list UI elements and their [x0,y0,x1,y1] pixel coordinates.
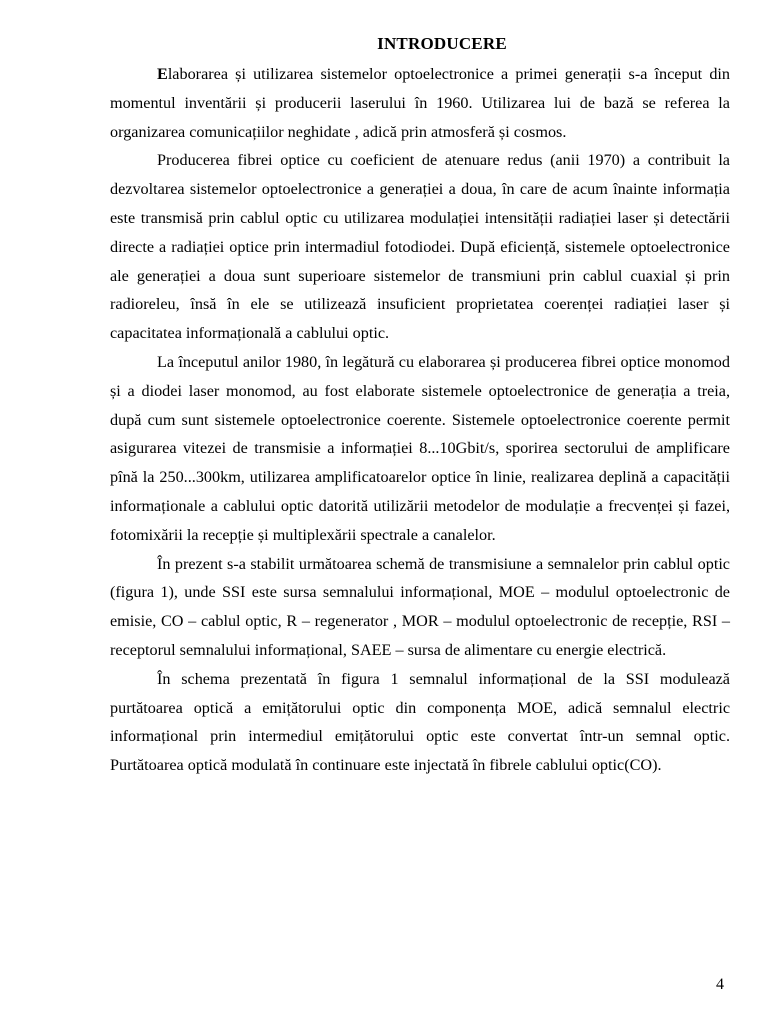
paragraph-1: Elaborarea și utilizarea sistemelor optoelectronice a primei generații s-a început din momentul inventării și producerii laserului în 1960. Utilizarea lui de bază se referea la organizarea comunicațiilor neghidate , adică prin atmosferă și cosmos. [110,65,730,141]
page-number: 4 [716,976,724,993]
document-body [110,60,730,780]
document-title: INTRODUCERE [377,34,507,53]
paragraph-5: În schema prezentată în figura 1 semnalul informațional de la SSI modulează purtătoarea optică a emițătorului optic din componența MOE, adică semnalul electric informațional prin intermediul emițătorului optic este convertat într-un semnal optic. Purtătoarea optică modulată în continuare este injectată în fibrele cablului optic(CO). [110,669,730,775]
paragraph-4: În prezent s-a stabilit următoarea schemă de transmisiune a semnalelor prin cablul optic (figura 1), unde SSI este sursa semnalului informațional, MOE – modulul optoelectronic de emisie, CO – cablul optic, R – regenerator , MOR – modulul optoelectronic de recepție, RSI – receptorul semnalului informațional, SAEE – sursa de alimentare cu energie electrică. [110,554,730,659]
paragraph-3: La începutul anilor 1980, în legătură cu elaborarea și producerea fibrei optice monomod și a diodei laser monomod, au fost elaborate sistemele optoelectronice de generația a treia, după cum sunt sistemele optoelectronice coerente. Sistemele optoelectronice coerente permit asigurarea vitezei de transmisie a informației 8...10Gbit/s, sporirea sectorului de amplificare pînă la 250...300km, utilizarea amplificatoarelor optice în linie, realizarea deplină a capacității informaționale a cablului optic datorită utilizării metodelor de modulație a frecvenței și fazei, fotomixării la recepție și multiplexării spectrale a canalelor. [110,352,730,544]
paragraph-2: Producerea fibrei optice cu coeficient de atenuare redus (anii 1970) a contribuit la dezvoltarea sistemelor optoelectronice a generației a doua, în care de acum înainte informația este transmisă prin cablul optic cu utilizarea modulației intensității radiației laser și detectării directe a radiației optice prin intermadiul fotodiodei. După eficiență, sistemele optoelectronice ale generației a doua sunt superioare sistemelor de transmiuni prin cablul cuaxial și prin radioreleu, însă în ele se utilizează insuficient proprietatea coerenței radiației laser și capacitatea informațională a cablului optic. [110,151,730,343]
